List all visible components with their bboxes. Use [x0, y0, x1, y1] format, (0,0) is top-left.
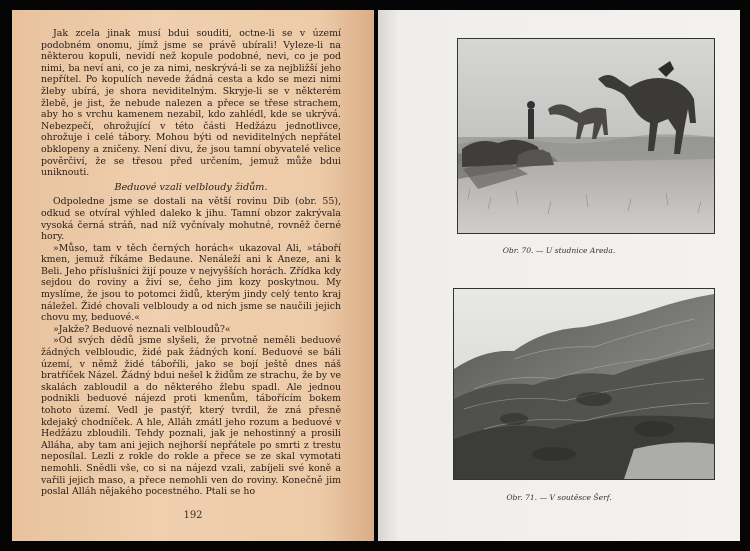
- paragraph: Odpoledne jsme se dostali na větší rovinu Dib (obr. 55), odkud se otvíral výhled daleko k jihu. Tamní obzor zakrývala vysoká černá stráň, nad níž vyčnívaly mohutné, rovněž černé hory.: [41, 196, 341, 243]
- camels-desert-photo-image: [458, 39, 714, 233]
- paragraph: »Od svých dědů jsme slyšeli, že prvotně neměli beduové žádných velbloudic, židé pak žádných koní. Beduové se báli území, v němž židé táboříli, jako se bojí ještě dnes náš bratříček Názel. Žádný bdui nešel k židům ze strachu, že by ve skalách zabloudil a do některého žlebu spadl. Ale jednou podnikli beduové nájezd proti kmenům, tábořícím bokem tohoto území. Vedl je pastýř, který tvrdil, že zná přesně kdejaký chodníček. A hle, Alláh zmátl jeho rozum a beduové v Hedžázu zbloudili. Tehdy poznali, jak je nehostinný a prosili Alláha, aby tam ani jejich nejhorší nepřátele po smrti z trestu neposílal. Lezli z rokle do rokle a přece se ze skal vymotati nemohli. Snědli vše, co si na nájezd vzali, zabíjeli své koně a vařili jejich maso, a přece nemohli ven do roviny. Konečně jim poslal Alláh nějakého pocestného. Ptali se ho: [41, 335, 341, 498]
- figure-caption: Obr. 70. — U studnice Areda.: [502, 246, 616, 255]
- rocky-gorge-photo-image: [454, 289, 714, 479]
- left-page-text: [41, 28, 341, 498]
- rocky-gorge-photo: [453, 288, 715, 480]
- paragraph: »Jakže? Beduové neznali velbloudů?«: [53, 323, 231, 335]
- figure-caption: Obr. 71. — V soutěsce Šerf.: [506, 493, 612, 502]
- right-page: [378, 10, 740, 541]
- camels-desert-photo: [457, 38, 715, 234]
- page-number: 192: [183, 510, 203, 521]
- section-heading: Beduové vzali velbloudy židům.: [114, 181, 268, 193]
- paragraph: »Můso, tam v těch černých horách« ukazoval Ali, »táboří kmen, jemuž říkáme Bedaune. Nenáleží ani k Aneze, ani k Beli. Jeho příslušníci žijí pouze v nejvyšších horách. Zřídka kdy sejdou do roviny a živí se, čeho jim kozy poskytnou. My myslíme, že jsou to potomci židů, kterým jindy celý tento kraj náležel. Židé chovali velbloudy a od nich jsme se naučili jejich chovu my, beduové.«: [41, 242, 341, 324]
- paragraph: Jak zcela jinak musí bdui souditi, octne-li se v území podobném onomu, jímž jsme se právě ubírali! Vyleze-li na některou kopuli, nevidí než kopule podobné, nevi, co je pod nimi, ba neví ani, co je za nimi, neskrývá-li se za nejbližší jeho nepřítel. Po kopulích nevede žádná cesta a kdo se mezi nimi žleby ubírá, je shora neviditelným. Skryje-li se v některém žlebě, je jist, že nebude nalezen a přece se třese strachem, aby ho s vrchu kamenem nezabil, kdo zahlédl, kde se ukrývá. Nebezpečí, ohrožující v této části Hedžázu jednotlivce, ohrožuje i celé tábory. Mohou býti od neviditelných nepřátel obklopeny a zničeny. Není divu, že jsou tamní obyvatelé velice pověrčiví, že se třesou před určením, jemuž může bdui uniknouti.: [41, 28, 341, 179]
- left-page: [12, 10, 374, 541]
